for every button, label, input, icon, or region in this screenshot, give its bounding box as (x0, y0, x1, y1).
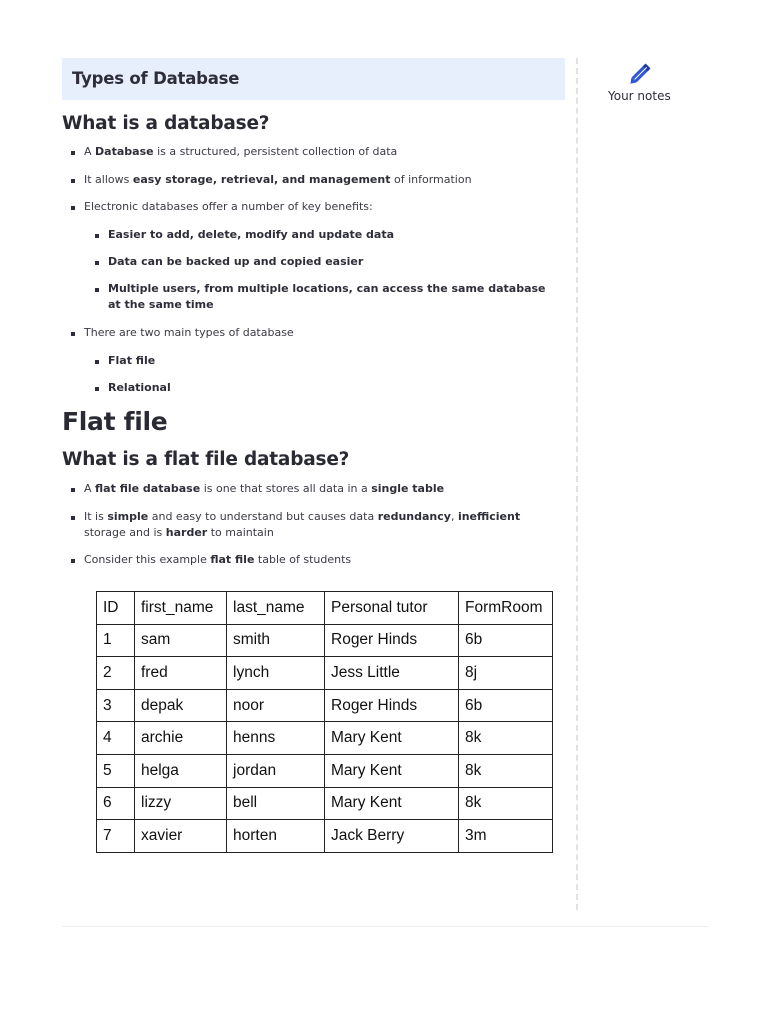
bullet-marker (71, 516, 75, 520)
table-cell: smith (227, 624, 325, 657)
list-item: A flat file database is one that stores all data in a single table (84, 482, 445, 495)
table-cell: 6 (97, 787, 135, 820)
table-header-cell: FormRoom (459, 592, 553, 625)
section-title-flat-file: Flat file (62, 407, 168, 436)
table-header-cell: Personal tutor (325, 592, 459, 625)
table-cell: 8k (459, 787, 553, 820)
table-cell: Mary Kent (325, 787, 459, 820)
table-cell: depak (135, 689, 227, 722)
table-cell: sam (135, 624, 227, 657)
table-cell: 5 (97, 754, 135, 787)
table-row (97, 657, 553, 690)
table-row (97, 754, 553, 787)
bullet-marker (95, 360, 99, 364)
topic-title: Types of Database (72, 69, 240, 88)
bullet-marker (95, 234, 99, 238)
table-cell: Mary Kent (325, 722, 459, 755)
table-cell: jordan (227, 754, 325, 787)
table-cell: bell (227, 787, 325, 820)
table-row (97, 624, 553, 657)
table-cell: lizzy (135, 787, 227, 820)
pencil-icon[interactable] (626, 58, 656, 88)
list-item: Electronic databases offer a number of key benefits: (84, 200, 373, 213)
section-heading-what-is-database: What is a database? (62, 113, 270, 134)
table-row (97, 787, 553, 820)
list-item: Multiple users, from multiple locations, can access the same database at the same time (108, 282, 546, 311)
table-cell: 7 (97, 820, 135, 853)
table-cell: 8k (459, 722, 553, 755)
table-cell: Jack Berry (325, 820, 459, 853)
list-item: A Database is a structured, persistent collection of data (84, 145, 398, 158)
students-table (96, 591, 553, 853)
table-cell: 6b (459, 624, 553, 657)
list-item: It allows easy storage, retrieval, and management of information (84, 173, 472, 186)
table-header-row (97, 592, 553, 625)
topic-banner (62, 58, 565, 100)
table-cell: 3m (459, 820, 553, 853)
table-cell: lynch (227, 657, 325, 690)
bullet-marker (95, 288, 99, 292)
table-cell: helga (135, 754, 227, 787)
table-cell: 8k (459, 754, 553, 787)
table-cell: horten (227, 820, 325, 853)
table-cell: Roger Hinds (325, 624, 459, 657)
bullet-marker (95, 261, 99, 265)
bullet-marker (71, 179, 75, 183)
bullet-marker (71, 332, 75, 336)
table-cell: 3 (97, 689, 135, 722)
notes-column-divider (576, 58, 578, 910)
bullet-marker (71, 206, 75, 210)
your-notes-label: Your notes (608, 89, 671, 103)
bullet-marker (71, 559, 75, 563)
table-row (97, 722, 553, 755)
bullet-marker (95, 387, 99, 391)
section-heading-what-is-flat-file: What is a flat file database? (62, 449, 350, 470)
table-cell: archie (135, 722, 227, 755)
table-cell: 2 (97, 657, 135, 690)
table-cell: 4 (97, 722, 135, 755)
table-cell: henns (227, 722, 325, 755)
list-item: Consider this example flat file table of students (84, 553, 352, 566)
table-cell: 6b (459, 689, 553, 722)
list-item: Flat file (108, 354, 156, 367)
table-cell: 1 (97, 624, 135, 657)
table-cell: xavier (135, 820, 227, 853)
list-item: Data can be backed up and copied easier (108, 255, 364, 268)
page-footer-divider (62, 926, 708, 927)
table-cell: 8j (459, 657, 553, 690)
list-item: Easier to add, delete, modify and update data (108, 228, 395, 241)
bullet-marker (71, 151, 75, 155)
list-item: Relational (108, 381, 171, 394)
table-cell: Jess Little (325, 657, 459, 690)
table-cell: Mary Kent (325, 754, 459, 787)
bullet-marker (71, 488, 75, 492)
table-cell: fred (135, 657, 227, 690)
table-cell: Roger Hinds (325, 689, 459, 722)
table-cell: noor (227, 689, 325, 722)
list-item: There are two main types of database (84, 326, 294, 339)
table-header-cell: first_name (135, 592, 227, 625)
table-row (97, 689, 553, 722)
table-row (97, 820, 553, 853)
table-header-cell: last_name (227, 592, 325, 625)
list-item: It is simple and easy to understand but causes data redundancy, inefficient storage and is harder to maintain (84, 510, 521, 539)
table-header-cell: ID (97, 592, 135, 625)
